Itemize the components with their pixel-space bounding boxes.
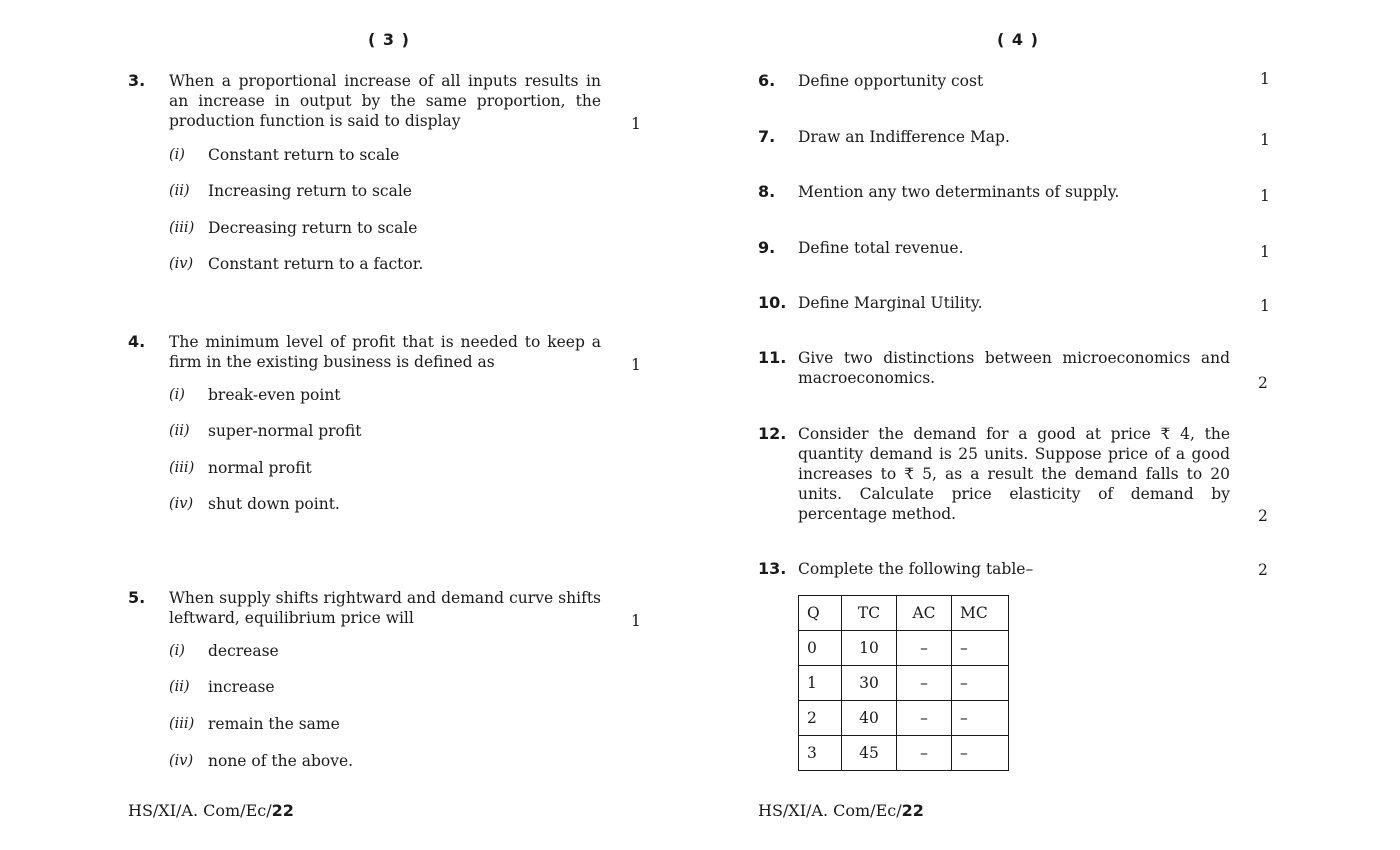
table-cell: – bbox=[897, 666, 952, 701]
option-text: none of the above. bbox=[208, 752, 354, 770]
question-text: Draw an Indifference Map. bbox=[798, 128, 1010, 146]
question-text: Mention any two determinants of supply. bbox=[798, 183, 1120, 201]
question-marks: 2 bbox=[1258, 507, 1268, 525]
question-number: 5. bbox=[128, 588, 146, 607]
question-number: 9. bbox=[758, 238, 776, 257]
table-row bbox=[799, 666, 1009, 701]
cost-table bbox=[798, 595, 1009, 771]
question-marks: 2 bbox=[1258, 374, 1268, 392]
question-text: Define opportunity cost bbox=[798, 72, 984, 90]
question-marks: 1 bbox=[631, 356, 641, 374]
option-text: super-normal profit bbox=[208, 422, 362, 440]
table-cell: – bbox=[952, 736, 1009, 771]
table-cell: – bbox=[897, 701, 952, 736]
table-cell: 1 bbox=[799, 666, 842, 701]
table-cell: 3 bbox=[799, 736, 842, 771]
option-text: Constant return to a factor. bbox=[208, 255, 424, 273]
table-cell: 45 bbox=[842, 736, 897, 771]
question-marks: 2 bbox=[1258, 561, 1268, 579]
right-page bbox=[700, 0, 1400, 850]
option-numeral: (ii) bbox=[169, 423, 190, 439]
option-numeral: (i) bbox=[169, 147, 185, 163]
table-cell: – bbox=[897, 631, 952, 666]
table-row bbox=[799, 736, 1009, 771]
table-row bbox=[799, 701, 1009, 736]
question-marks: 1 bbox=[1260, 70, 1270, 88]
table-row bbox=[799, 631, 1009, 666]
table-header-row bbox=[799, 596, 1009, 631]
table-cell: 10 bbox=[842, 631, 897, 666]
table-cell: – bbox=[897, 736, 952, 771]
question-marks: 1 bbox=[1260, 297, 1270, 315]
page-number: ( 4 ) bbox=[997, 30, 1039, 49]
option-text: break-even point bbox=[208, 386, 341, 404]
question-number: 10. bbox=[758, 293, 787, 312]
question-marks: 1 bbox=[631, 115, 641, 133]
question-text: Define Marginal Utility. bbox=[798, 294, 983, 312]
option-numeral: (iv) bbox=[169, 256, 194, 272]
option-numeral: (i) bbox=[169, 643, 185, 659]
option-text: remain the same bbox=[208, 715, 340, 733]
question-text: Give two distinctions between microeconomics and macroeconomics. bbox=[798, 349, 1230, 387]
footer-code-text: HS/XI/A. Com/Ec/ bbox=[128, 801, 272, 820]
option-numeral: (iv) bbox=[169, 496, 194, 512]
table-header: AC bbox=[897, 596, 952, 631]
question-number: 13. bbox=[758, 559, 787, 578]
question-text: The minimum level of profit that is needed to keep a firm in the existing business is defined as bbox=[169, 333, 601, 371]
option-text: increase bbox=[208, 678, 275, 696]
table-header: Q bbox=[799, 596, 842, 631]
question-number: 12. bbox=[758, 424, 787, 443]
question-text: Define total revenue. bbox=[798, 239, 964, 257]
footer-code-text: HS/XI/A. Com/Ec/ bbox=[758, 801, 902, 820]
table-cell: – bbox=[952, 666, 1009, 701]
option-text: shut down point. bbox=[208, 495, 340, 513]
option-text: Decreasing return to scale bbox=[208, 219, 418, 237]
option-numeral: (iii) bbox=[169, 460, 195, 476]
footer-code-number: 22 bbox=[271, 801, 294, 820]
question-marks: 1 bbox=[1260, 187, 1270, 205]
table-cell: 0 bbox=[799, 631, 842, 666]
question-marks: 1 bbox=[631, 612, 641, 630]
option-text: decrease bbox=[208, 642, 279, 660]
option-text: Increasing return to scale bbox=[208, 182, 412, 200]
question-number: 11. bbox=[758, 348, 787, 367]
table-cell: 2 bbox=[799, 701, 842, 736]
option-numeral: (i) bbox=[169, 387, 185, 403]
option-numeral: (ii) bbox=[169, 183, 190, 199]
option-numeral: (ii) bbox=[169, 679, 190, 695]
table-cell: – bbox=[952, 701, 1009, 736]
option-numeral: (iii) bbox=[169, 220, 195, 236]
question-number: 7. bbox=[758, 127, 776, 146]
option-text: Constant return to scale bbox=[208, 146, 400, 164]
question-number: 4. bbox=[128, 332, 146, 351]
question-text: When a proportional increase of all inputs results in an increase in output by the same proportion, the production function is said to display bbox=[169, 72, 601, 130]
question-number: 8. bbox=[758, 182, 776, 201]
option-numeral: (iii) bbox=[169, 716, 195, 732]
option-text: normal profit bbox=[208, 459, 312, 477]
table-cell: 40 bbox=[842, 701, 897, 736]
page-number: ( 3 ) bbox=[368, 30, 410, 49]
question-text: When supply shifts rightward and demand curve shifts leftward, equilibrium price will bbox=[169, 589, 601, 627]
footer-code-number: 22 bbox=[901, 801, 924, 820]
question-marks: 1 bbox=[1260, 131, 1270, 149]
footer-code bbox=[758, 801, 924, 820]
footer-code bbox=[128, 801, 294, 820]
question-number: 6. bbox=[758, 71, 776, 90]
table-header: TC bbox=[842, 596, 897, 631]
question-text: Consider the demand for a good at price ₹ 4, the quantity demand is 25 units. Suppose price of a good increases to ₹ 5, as a result the demand falls to 20 units. Calculate price elasticity of demand by percentage method. bbox=[798, 425, 1230, 523]
table-cell: – bbox=[952, 631, 1009, 666]
option-numeral: (iv) bbox=[169, 753, 194, 769]
question-number: 3. bbox=[128, 71, 146, 90]
question-text: Complete the following table– bbox=[798, 560, 1034, 578]
table-header: MC bbox=[952, 596, 1009, 631]
table-cell: 30 bbox=[842, 666, 897, 701]
question-marks: 1 bbox=[1260, 243, 1270, 261]
